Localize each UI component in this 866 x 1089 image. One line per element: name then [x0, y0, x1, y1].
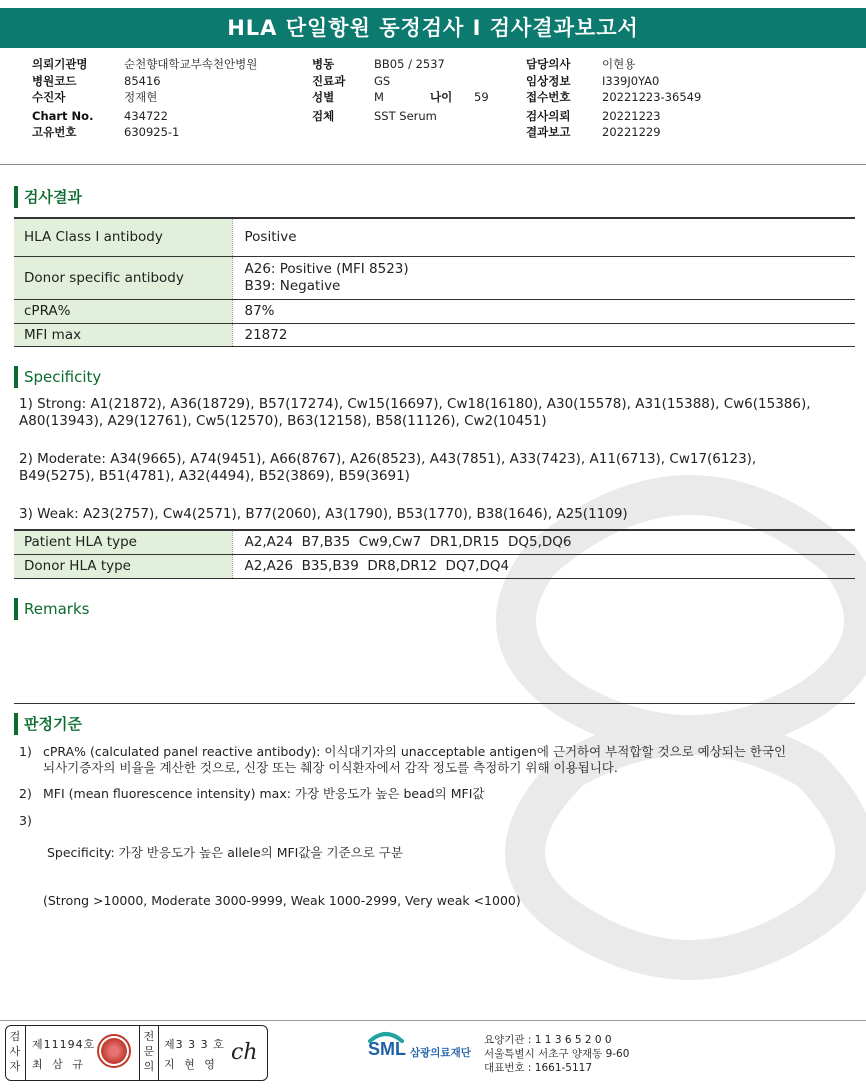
info-label: 임상정보 [526, 73, 571, 88]
specificity-moderate [19, 451, 839, 485]
patient-info-block [0, 56, 866, 164]
result-key: Donor specific antibody [14, 256, 232, 299]
table-row [14, 299, 855, 323]
org-info-line: 요양기관 : 1 1 3 6 5 2 0 0 [484, 1034, 612, 1046]
criteria-text [43, 786, 484, 802]
info-column-1 [32, 56, 257, 141]
table-row [14, 554, 855, 578]
divider [14, 703, 855, 704]
signer2-license: 제3 3 3 호 [164, 1038, 225, 1051]
hla-type-table [14, 529, 855, 579]
info-value: 이현용 [602, 57, 636, 71]
criteria-line: 뇌사기증자의 비율을 계산한 것으로, 신장 또는 췌장 이식환자에서 감작 정도를 측정하기 위해 이용됩니다. [43, 760, 618, 775]
logo-text: SML [368, 1039, 406, 1059]
info-value: 순천향대학교부속천안병원 [124, 57, 258, 71]
criteria-text [43, 813, 521, 941]
result-key: MFI max [14, 323, 232, 346]
criteria-item-1 [19, 744, 819, 778]
info-value: SST Serum [374, 108, 437, 123]
specificity-strong [19, 396, 839, 430]
info-label: 검사의뢰 [526, 108, 571, 123]
info-value: 434722 [124, 108, 168, 123]
info-value: 630925-1 [124, 125, 180, 139]
criteria-line: MFI (mean fluorescence intensity) max: 가장 반응도가 높은 bead의 MFI값 [43, 786, 485, 801]
handwritten-signature-icon: ch [231, 1040, 258, 1065]
info-label: 접수번호 [526, 90, 571, 104]
criteria-line: (Strong >10000, Moderate 3000-9999, Weak 1000-2999, Very weak <1000) [43, 893, 521, 908]
divider [0, 1020, 866, 1021]
remarks-heading: Remarks [14, 598, 89, 620]
signer1-name: 최 삼 규 [32, 1058, 86, 1071]
result-key: cPRA% [14, 299, 232, 323]
hla-value: A2,A26 B35,B39 DR8,DR12 DQ7,DQ4 [232, 554, 855, 578]
info-label: 병동 [312, 57, 335, 71]
info-value: 85416 [124, 73, 161, 88]
divider [25, 1026, 26, 1080]
org-name: 삼광의료재단 [410, 1047, 471, 1059]
info-label-age: 나이 [430, 90, 453, 104]
criteria-item-2 [19, 786, 819, 804]
specificity-weak [19, 506, 839, 523]
signer2-role-label: 전 문 의 [143, 1030, 155, 1073]
dsa-value-line2: B39: Negative [244, 277, 341, 294]
info-value: BB05 / 2537 [374, 57, 445, 71]
info-value: GS [374, 73, 391, 88]
hla-key: Donor HLA type [14, 554, 232, 578]
info-label: 진료과 [312, 73, 346, 88]
criteria-line: Specificity: 가장 반응도가 높은 allele의 MFI값을 기준으로 구분 [43, 845, 403, 860]
info-value: 20221229 [602, 125, 661, 139]
report-title: HLA 단일항원 동정검사 I 검사결과보고서 [0, 8, 866, 48]
table-row [14, 530, 855, 554]
specificity-line: 3) Weak: A23(2757), Cw4(2571), B77(2060), A3(1790), B53(1770), B38(1646), A25(1109) [19, 506, 628, 522]
result-value: 87% [232, 299, 855, 323]
info-label: 성별 [312, 90, 335, 104]
hla-key: Patient HLA type [14, 530, 232, 554]
results-heading: 검사결과 [14, 186, 82, 208]
criteria-heading: 판정기준 [14, 713, 82, 735]
criteria-line: cPRA% (calculated panel reactive antibody): 이식대기자의 unacceptable antigen에 근거하여 부적합할 것으로 예상되는 한국인 [43, 744, 787, 759]
specificity-line: A80(13943), A29(12761), Cw5(12570), B63(12158), B58(11126), Cw2(10451) [19, 413, 547, 429]
table-row [14, 256, 855, 299]
criteria-text [43, 744, 786, 776]
result-value [232, 256, 855, 299]
watermark-logo [480, 440, 866, 1000]
table-row [14, 323, 855, 346]
dsa-value-line1: A26: Positive (MFI 8523) [244, 260, 409, 277]
info-column-2 [312, 56, 489, 124]
signer1-license: 제11194호 [32, 1038, 96, 1051]
org-contact-info [484, 1033, 629, 1075]
result-key: HLA Class I antibody [14, 218, 232, 256]
info-label: 고유번호 [32, 125, 77, 139]
info-value: 정재현 [124, 90, 158, 104]
org-info-line: 대표번호 : 1661-5117 [484, 1062, 593, 1074]
divider [139, 1026, 140, 1080]
table-row [14, 218, 855, 256]
info-value-sex: M [374, 90, 384, 104]
info-label: 결과보고 [526, 125, 571, 139]
info-value: 20221223 [602, 108, 661, 123]
signer1-role-label: 검 사 자 [9, 1030, 21, 1073]
criteria-num: 3) [19, 813, 32, 828]
specificity-line: 2) Moderate: A34(9665), A74(9451), A66(8767), A26(8523), A43(7851), A33(7423), A11(6713), Cw17(6123), [19, 451, 757, 467]
signer2-name: 지 현 영 [164, 1058, 218, 1071]
info-label: 담당의사 [526, 57, 571, 71]
result-value: Positive [232, 218, 855, 256]
info-value-age: 59 [474, 90, 489, 104]
info-label: 병원코드 [32, 73, 77, 88]
results-table [14, 217, 855, 347]
info-value: I339J0YA0 [602, 73, 660, 88]
org-info-line: 서울특별시 서초구 양재동 9-60 [484, 1048, 630, 1060]
specificity-heading: Specificity [14, 366, 101, 388]
criteria-item-3 [19, 813, 819, 908]
info-label: 수진자 [32, 90, 66, 104]
signature-box [5, 1025, 268, 1081]
specificity-line: 1) Strong: A1(21872), A36(18729), B57(17274), Cw15(16697), Cw18(16180), A30(15578), A31(15388), Cw6(15386), [19, 396, 811, 412]
divider [0, 164, 866, 165]
info-value: 20221223-36549 [602, 90, 702, 104]
hla-value: A2,A24 B7,B35 Cw9,Cw7 DR1,DR15 DQ5,DQ6 [232, 530, 855, 554]
criteria-num: 1) [19, 744, 32, 759]
specificity-line: B49(5275), B51(4781), A32(4494), B52(3869), B59(3691) [19, 468, 410, 484]
criteria-num: 2) [19, 786, 32, 801]
info-label: 검체 [312, 108, 335, 123]
result-value: 21872 [232, 323, 855, 346]
info-label: 의뢰기관명 [32, 57, 88, 71]
official-seal-icon [97, 1034, 131, 1068]
divider [158, 1026, 159, 1080]
info-label: Chart No. [32, 108, 94, 123]
info-column-3 [526, 56, 701, 141]
